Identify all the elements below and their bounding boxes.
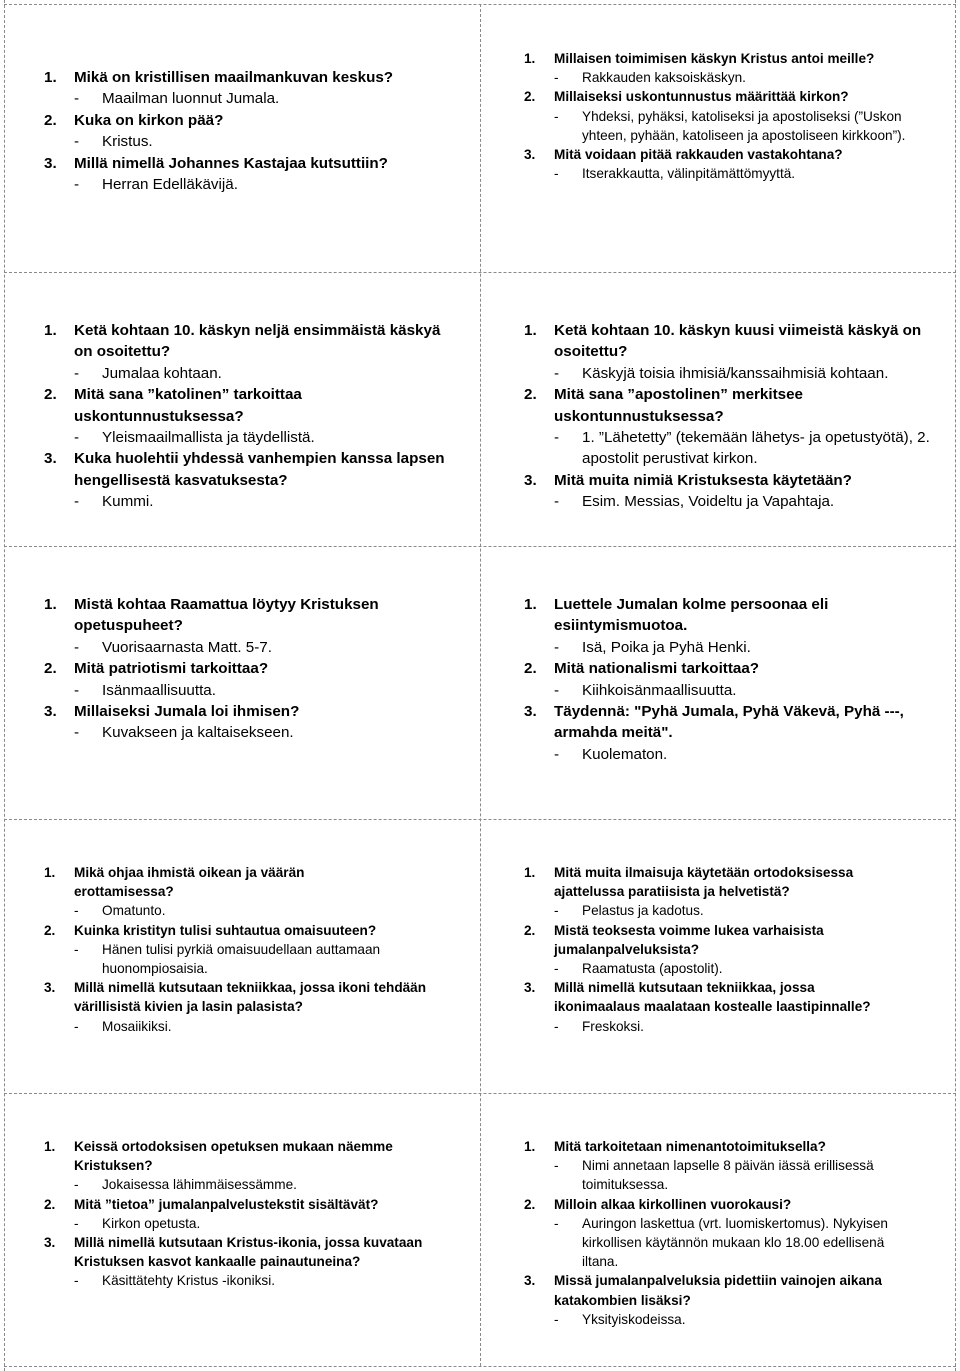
question-number: 3.	[524, 703, 537, 721]
answer-dash: -	[554, 1158, 559, 1174]
question-answer	[44, 594, 462, 658]
question-text: Millä nimellä kutsutaan tekniikkaa, jossa ikoni tehdään värillisistä kivien ja lasin palasista?	[74, 980, 427, 1015]
answer-dash: -	[74, 1273, 79, 1289]
answer-dash: -	[74, 681, 80, 699]
question-text: Mitä patriotismi tarkoittaa?	[74, 660, 269, 678]
answer-dash: -	[554, 961, 559, 977]
question-answer	[524, 384, 944, 470]
answer-text: Auringon laskettua (vrt. luomiskertomus). Nykyisen kirkollisen käytännön mukaan klo 18.00 edellisenä iltana.	[582, 1215, 888, 1270]
answer-dash: -	[554, 1311, 559, 1327]
answer-dash: -	[74, 638, 80, 656]
question-answer	[524, 49, 924, 87]
answer-dash: -	[74, 941, 79, 957]
question-text: Mitä sana ”apostolinen” merkitsee uskontunnustuksessa?	[554, 386, 803, 425]
answer-text: Herran Edelläkävijä.	[102, 176, 238, 194]
question-number: 3.	[524, 147, 536, 163]
question-text: Millaiseksi uskontunnustus määrittää kirkon?	[554, 89, 849, 105]
question-answer	[524, 701, 914, 765]
quiz-card	[524, 594, 914, 765]
answer-text: Vuorisaarnasta Matt. 5-7.	[102, 638, 272, 656]
answer-dash: -	[74, 1018, 79, 1034]
question-answer	[44, 863, 462, 921]
answer-text: Isä, Poika ja Pyhä Henki.	[582, 638, 751, 656]
answer-dash: -	[74, 133, 80, 151]
question-text: Keissä ortodoksisen opetuksen mukaan näemme Kristuksen?	[74, 1139, 393, 1174]
answer-dash: -	[74, 364, 80, 382]
question-number: 2.	[524, 922, 536, 938]
question-number: 1.	[44, 865, 56, 880]
question-answer	[44, 320, 462, 384]
question-text: Mitä voidaan pitää rakkauden vastakohtana?	[554, 147, 843, 163]
question-number: 1.	[524, 1139, 536, 1154]
question-text: Mikä on kristillisen maailmankuvan keskus?	[74, 69, 394, 86]
quiz-card	[524, 1137, 924, 1329]
question-answer	[524, 1137, 924, 1195]
question-number: 2.	[524, 1196, 536, 1212]
answer-text: Raamatusta (apostolit).	[582, 961, 723, 977]
question-answer	[524, 658, 914, 701]
question-answer	[524, 863, 909, 921]
answer-text: Kristus.	[102, 133, 153, 151]
answer-text: Itserakkautta, välinpitämättömyyttä.	[582, 166, 796, 182]
answer-text: Kuolematon.	[582, 745, 668, 763]
answer-dash: -	[554, 638, 560, 656]
question-number: 2.	[524, 386, 537, 404]
answer-dash: -	[74, 429, 80, 447]
question-number: 2.	[44, 660, 57, 678]
question-number: 2.	[524, 660, 537, 678]
answer-dash: -	[554, 1215, 559, 1231]
question-text: Kuka on kirkon pää?	[74, 111, 224, 129]
left-cut-line	[4, 0, 5, 1371]
answer-text: Kummi.	[102, 493, 154, 511]
question-answer	[524, 1195, 924, 1272]
answer-text: Pelastus ja kadotus.	[582, 903, 704, 919]
answer-dash: -	[74, 903, 79, 919]
question-answer	[524, 87, 924, 145]
question-text: Täydennä: "Pyhä Jumala, Pyhä Väkevä, Pyhä ---, armahda meitä".	[554, 703, 904, 742]
question-number: 1.	[524, 596, 537, 613]
quiz-card	[44, 320, 462, 513]
question-text: Mistä teoksesta voimme lukea varhaisista jumalanpalveluksista?	[554, 922, 824, 957]
question-number: 3.	[44, 154, 57, 172]
question-number: 1.	[44, 322, 57, 339]
answer-dash: -	[554, 745, 560, 763]
question-text: Kuka huolehtii yhdessä vanhempien kanssa lapsen hengellisestä kasvatuksesta?	[74, 450, 445, 489]
answer-text: Esim. Messias, Voideltu ja Vapahtaja.	[582, 493, 835, 511]
question-number: 2.	[524, 89, 536, 105]
question-text: Mitä sana ”katolinen” tarkoittaa uskontunnustuksessa?	[74, 386, 302, 425]
answer-dash: -	[554, 166, 559, 182]
question-text: Ketä kohtaan 10. käskyn neljä ensimmäistä käskyä on osoitettu?	[74, 322, 441, 361]
question-answer	[524, 470, 944, 513]
question-number: 3.	[524, 471, 537, 489]
question-answer	[524, 320, 944, 384]
answer-text: Mosaiikiksi.	[102, 1018, 172, 1034]
answer-text: Nimi annetaan lapselle 8 päivän iässä erillisessä toimituksessa.	[582, 1158, 874, 1193]
quiz-card	[44, 1137, 462, 1291]
answer-dash: -	[74, 724, 80, 742]
question-answer	[44, 658, 462, 701]
answer-dash: -	[554, 681, 560, 699]
quiz-card	[44, 594, 462, 744]
question-answer	[44, 701, 462, 744]
question-answer	[44, 1233, 462, 1291]
question-number: 3.	[44, 703, 57, 721]
answer-dash: -	[554, 903, 559, 919]
quiz-card	[44, 67, 462, 195]
question-number: 3.	[524, 980, 536, 996]
question-answer	[44, 448, 462, 512]
answer-text: Maailman luonnut Jumala.	[102, 90, 280, 108]
question-text: Missä jumalanpalveluksia pidettiin vainojen aikana katakombien lisäksi?	[554, 1273, 882, 1308]
question-text: Mitä muita ilmaisuja käytetään ortodoksisessa ajattelussa paratiisista ja helvetistä?	[554, 865, 854, 900]
question-number: 3.	[44, 450, 57, 468]
answer-dash: -	[554, 429, 560, 447]
question-answer	[524, 145, 924, 183]
answer-text: Isänmaallisuutta.	[102, 681, 216, 699]
question-text: Mitä ”tietoa” jumalanpalvelustekstit sisältävät?	[74, 1196, 379, 1212]
question-number: 1.	[44, 1139, 56, 1154]
question-number: 2.	[44, 1196, 56, 1212]
question-text: Millä nimellä kutsutaan tekniikkaa, jossa ikonimaalaus maalataan kostealle laastipinnalle?	[554, 980, 871, 1015]
answer-dash: -	[74, 176, 80, 194]
quiz-card	[524, 49, 924, 183]
question-text: Mitä tarkoitetaan nimenantotoimituksella?	[554, 1139, 826, 1154]
answer-text: Jokaisessa lähimmäisessämme.	[102, 1177, 297, 1193]
answer-text: Kiihkoisänmaallisuutta.	[582, 681, 737, 699]
answer-text: Omatunto.	[102, 903, 166, 919]
answer-dash: -	[74, 90, 80, 108]
question-text: Luettele Jumalan kolme persoonaa eli esiintymismuotoa.	[554, 596, 829, 635]
question-text: Millaiseksi Jumala loi ihmisen?	[74, 703, 300, 721]
answer-dash: -	[554, 1018, 559, 1034]
question-number: 1.	[44, 69, 57, 86]
answer-text: Käskyjä toisia ihmisiä/kanssaihmisiä kohtaan.	[582, 364, 889, 382]
quiz-card	[44, 863, 462, 1036]
question-text: Millä nimellä Johannes Kastajaa kutsuttiin?	[74, 154, 388, 172]
question-answer	[524, 921, 909, 979]
question-number: 3.	[524, 1273, 536, 1289]
question-answer	[44, 384, 462, 448]
question-number: 2.	[44, 922, 56, 938]
right-cut-line	[955, 0, 956, 1371]
question-number: 1.	[524, 51, 536, 66]
question-answer	[44, 153, 462, 196]
question-text: Milloin alkaa kirkollinen vuorokausi?	[554, 1196, 792, 1212]
question-answer	[524, 1271, 924, 1329]
question-answer	[44, 921, 462, 979]
answer-dash: -	[74, 1215, 79, 1231]
question-number: 2.	[44, 386, 57, 404]
answer-text: Freskoksi.	[582, 1018, 644, 1034]
quiz-card	[524, 863, 909, 1036]
answer-dash: -	[554, 493, 560, 511]
question-answer	[44, 110, 462, 153]
question-text: Mistä kohtaa Raamattua löytyy Kristuksen opetuspuheet?	[74, 596, 379, 635]
question-text: Mitä muita nimiä Kristuksesta käytetään?	[554, 471, 852, 489]
answer-dash: -	[74, 493, 80, 511]
answer-dash: -	[554, 70, 559, 86]
answer-text: Kuvakseen ja kaltaisekseen.	[102, 724, 294, 742]
question-number: 3.	[44, 980, 56, 996]
question-text: Mikä ohjaa ihmistä oikean ja väärän erottamisessa?	[74, 865, 305, 900]
answer-text: Yleismaailmallista ja täydellistä.	[102, 429, 315, 447]
question-answer	[44, 978, 462, 1036]
question-answer	[44, 1195, 462, 1233]
answer-dash: -	[554, 364, 560, 382]
answer-text: Kirkon opetusta.	[102, 1215, 201, 1231]
question-answer	[44, 1137, 462, 1195]
question-text: Kuinka kristityn tulisi suhtautua omaisuuteen?	[74, 922, 377, 938]
question-text: Ketä kohtaan 10. käskyn kuusi viimeistä käskyä on osoitettu?	[554, 322, 922, 361]
answer-text: Rakkauden kaksoiskäskyn.	[582, 70, 746, 86]
question-number: 1.	[524, 322, 537, 339]
question-text: Mitä nationalismi tarkoittaa?	[554, 660, 760, 678]
question-text: Millä nimellä kutsutaan Kristus-ikonia, jossa kuvataan Kristuksen kasvot kankaalle painautuneina?	[74, 1235, 423, 1270]
question-answer	[524, 594, 914, 658]
question-number: 3.	[44, 1235, 56, 1251]
question-text: Millaisen toimimisen käskyn Kristus antoi meille?	[554, 51, 875, 66]
answer-dash: -	[74, 1177, 79, 1193]
question-number: 2.	[44, 111, 57, 129]
question-number: 1.	[524, 865, 536, 880]
answer-text: Käsittätehty Kristus -ikoniksi.	[102, 1273, 276, 1289]
answer-text: Hänen tulisi pyrkiä omaisuudellaan auttamaan huonompiosaisia.	[102, 941, 381, 977]
bottom-cut-line	[4, 1366, 956, 1367]
center-cut-line	[480, 4, 481, 1366]
answer-text: Yhdeksi, pyhäksi, katoliseksi ja apostoliseksi (”Uskon yhteen, pyhään, katoliseen ja apostoliseen kirkkoon”).	[582, 108, 906, 143]
answer-text: Yksityiskodeissa.	[582, 1311, 686, 1327]
question-number: 1.	[44, 596, 57, 613]
answer-text: 1. ”Lähetetty” (tekemään lähetys- ja opetustyötä), 2. apostolit perustivat kirkon.	[582, 429, 930, 468]
answer-text: Jumalaa kohtaan.	[102, 364, 222, 382]
answer-dash: -	[554, 108, 559, 124]
question-answer	[524, 978, 909, 1036]
quiz-card	[524, 320, 944, 513]
question-answer	[44, 67, 462, 110]
